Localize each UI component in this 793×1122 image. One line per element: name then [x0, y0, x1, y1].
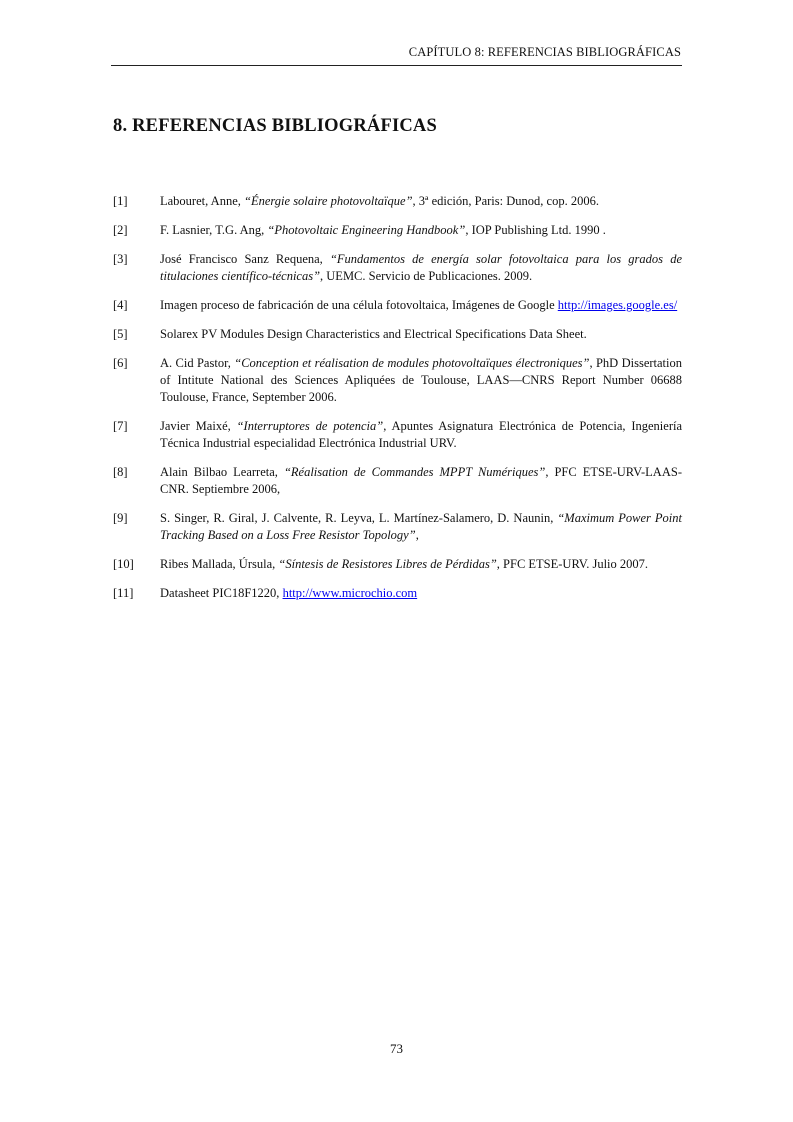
reference-item [113, 297, 682, 314]
page-title: 8. REFERENCIAS BIBLIOGRÁFICAS [113, 116, 437, 136]
reference-item [113, 464, 682, 498]
reference-authors: Javier Maixé, [160, 419, 237, 433]
reference-details: , IOP Publishing Ltd. 1990 . [465, 223, 606, 237]
reference-item [113, 355, 682, 406]
reference-details: , [415, 528, 419, 542]
reference-details: , 3ª edición, Paris: Dunod, cop. 2006. [412, 194, 599, 208]
reference-text [160, 556, 682, 573]
reference-number: [2] [113, 223, 128, 237]
reference-text [160, 418, 682, 452]
reference-number: [1] [113, 194, 128, 208]
reference-item [113, 585, 682, 602]
reference-details: , PFC ETSE-URV-LAAS-CNR. Septiembre 2006, [160, 465, 682, 496]
reference-details: , PFC ETSE-URV. Julio 2007. [496, 557, 649, 571]
reference-text [160, 193, 682, 210]
reference-text [160, 222, 682, 239]
reference-details: , PhD Dissertation of Intitute National des Sciences Apliquées de Toulouse, LAAS—CNRS Report Number 06688 Toulouse, France, September 2006. [160, 356, 682, 404]
page-number: 73 [390, 1041, 403, 1056]
reference-item [113, 556, 682, 573]
reference-item [113, 418, 682, 452]
reference-item [113, 251, 682, 285]
reference-title: “Photovoltaic Engineering Handbook” [267, 223, 466, 237]
reference-item [113, 510, 682, 544]
reference-title: “Síntesis de Resistores Libres de Pérdidas” [278, 557, 497, 571]
reference-link[interactable]: http://images.google.es/ [557, 298, 678, 312]
reference-number: [3] [113, 252, 128, 266]
reference-text [160, 355, 682, 406]
reference-title: “Maximum Power Point Tracking Based on a Loss Free Resistor Topology” [160, 511, 682, 542]
reference-authors: José Francisco Sanz Requena, [160, 252, 330, 266]
reference-item [113, 193, 682, 210]
reference-item [113, 222, 682, 239]
reference-authors: Datasheet PIC18F1220, [160, 586, 283, 600]
reference-item [113, 326, 682, 343]
reference-authors: Labouret, Anne, [160, 194, 245, 208]
reference-authors: F. Lasnier, T.G. Ang, [160, 223, 268, 237]
reference-title: “Réalisation de Commandes MPPT Numériques” [283, 465, 546, 479]
reference-number: [6] [113, 356, 128, 370]
reference-details: , UEMC. Servicio de Publicaciones. 2009. [320, 269, 533, 283]
reference-title: “Interruptores de potencia” [236, 419, 384, 433]
reference-authors: S. Singer, R. Giral, J. Calvente, R. Leyva, L. Martínez-Salamero, D. Naunin, [160, 511, 558, 525]
reference-authors: Alain Bilbao Learreta, [160, 465, 284, 479]
reference-text [160, 464, 682, 498]
reference-authors: A. Cid Pastor, [160, 356, 235, 370]
reference-number: [5] [113, 327, 128, 341]
running-header: CAPÍTULO 8: REFERENCIAS BIBLIOGRÁFICAS [408, 45, 681, 59]
reference-number: [7] [113, 419, 128, 433]
reference-text [160, 297, 682, 314]
reference-text [160, 585, 682, 602]
reference-number: [9] [113, 511, 128, 525]
reference-text [160, 326, 682, 343]
reference-number: [11] [113, 586, 134, 600]
reference-link[interactable]: http://www.microchio.com [282, 586, 418, 600]
reference-authors: Imagen proceso de fabricación de una célula fotovoltaica, Imágenes de Google [160, 298, 558, 312]
reference-title: “Énergie solaire photovoltaïque” [244, 194, 413, 208]
reference-number: [4] [113, 298, 128, 312]
reference-text [160, 510, 682, 544]
reference-list [113, 193, 682, 614]
reference-number: [10] [113, 557, 134, 571]
reference-text [160, 251, 682, 285]
reference-title: “Conception et réalisation de modules photovoltaïques électroniques” [234, 356, 590, 370]
reference-title: “Fundamentos de energía solar fotovoltaica para los grados de titulaciones científico-técnicas” [160, 252, 682, 283]
reference-authors: Solarex PV Modules Design Characteristics and Electrical Specifications Data Sheet. [160, 327, 587, 341]
reference-details: , Apuntes Asignatura Electrónica de Potencia, Ingeniería Técnica Industrial especialidad Electrónica Industrial URV. [160, 419, 683, 450]
reference-number: [8] [113, 465, 128, 479]
reference-authors: Ribes Mallada, Úrsula, [160, 557, 279, 571]
header-rule [111, 65, 682, 66]
